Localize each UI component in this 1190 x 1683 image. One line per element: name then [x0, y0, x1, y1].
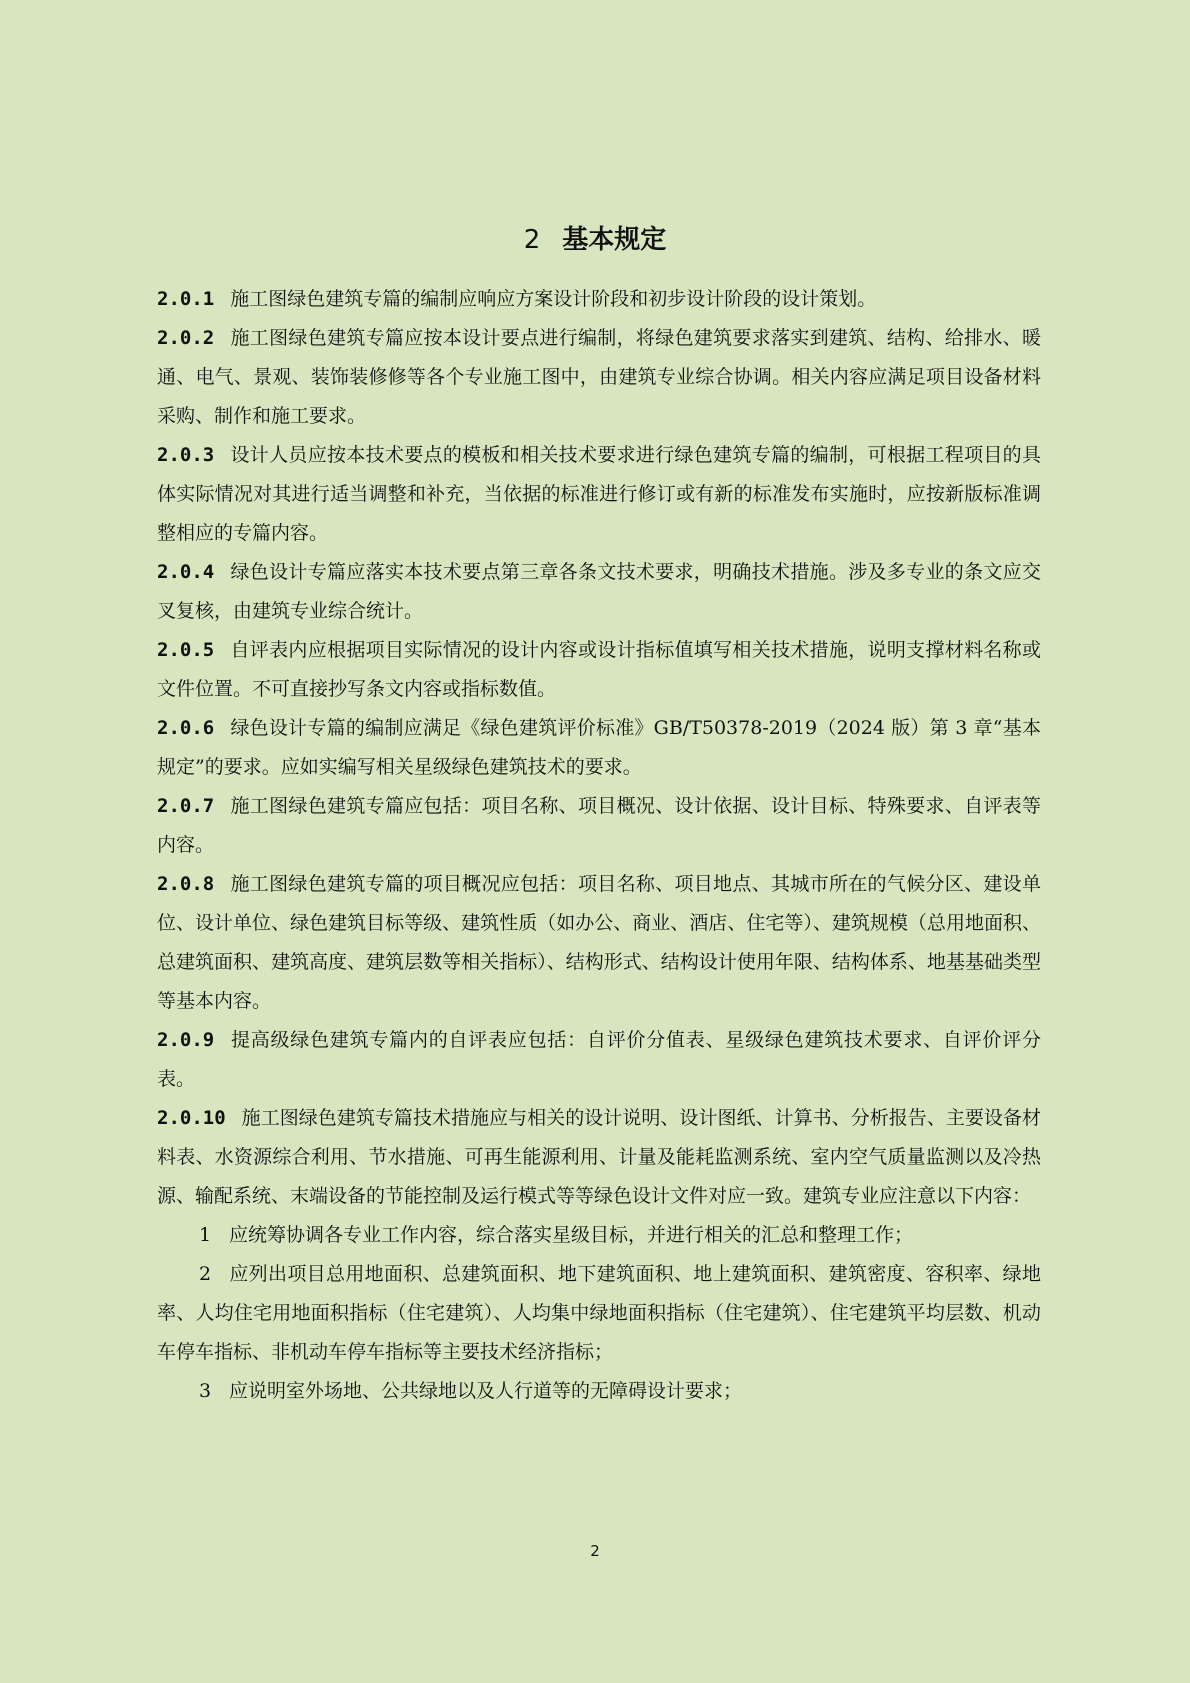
chapter-number: 2	[523, 225, 541, 255]
item-number: 3	[199, 1380, 212, 1402]
clause-2-0-1	[157, 280, 1041, 319]
list-item	[157, 1255, 1041, 1372]
item-text: 应说明室外场地、公共绿地以及人行道等的无障碍设计要求；	[229, 1380, 743, 1402]
clause-number: 2.0.8	[157, 873, 215, 895]
clause-2-0-3	[157, 436, 1041, 553]
item-number: 1	[199, 1224, 212, 1246]
clause-text: 施工图绿色建筑专篇的编制应响应方案设计阶段和初步设计阶段的设计策划。	[230, 288, 877, 310]
clause-2-0-4	[157, 553, 1041, 631]
clause-number: 2.0.6	[157, 717, 215, 739]
clause-2-0-6	[157, 709, 1041, 787]
clause-number: 2.0.9	[157, 1029, 215, 1051]
clause-text: 施工图绿色建筑专篇的项目概况应包括：项目名称、项目地点、其城市所在的气候分区、建设单位、设计单位、绿色建筑目标等级、建筑性质（如办公、商业、酒店、住宅等）、建筑规模（总用地面积、总建筑面积、建筑高度、建筑层数等相关指标）、结构形式、结构设计使用年限、结构体系、地基基础类型等基本内容。	[157, 873, 1041, 1012]
clause-number: 2.0.4	[157, 561, 215, 583]
clause-2-0-8	[157, 865, 1041, 1021]
chapter-title-text: 基本规定	[562, 225, 667, 255]
list-item	[157, 1216, 1041, 1255]
clause-2-0-10	[157, 1099, 1041, 1216]
clause-2-0-5	[157, 631, 1041, 709]
clause-2-0-7	[157, 787, 1041, 865]
clause-2-0-9	[157, 1021, 1041, 1099]
clause-text: 施工图绿色建筑专篇技术措施应与相关的设计说明、设计图纸、计算书、分析报告、主要设备材料表、水资源综合利用、节水措施、可再生能源利用、计量及能耗监测系统、室内空气质量监测以及冷热源、输配系统、末端设备的节能控制及运行模式等等绿色设计文件对应一致。建筑专业应注意以下内容：	[157, 1107, 1041, 1207]
body-text	[157, 280, 1041, 1411]
item-text: 应列出项目总用地面积、总建筑面积、地下建筑面积、地上建筑面积、建筑密度、容积率、绿地率、人均住宅用地面积指标（住宅建筑）、人均集中绿地面积指标（住宅建筑）、住宅建筑平均层数、机动车停车指标、非机动车停车指标等主要技术经济指标；	[157, 1263, 1041, 1363]
list-item	[157, 1372, 1041, 1411]
clause-text: 施工图绿色建筑专篇应包括：项目名称、项目概况、设计依据、设计目标、特殊要求、自评表等内容。	[157, 795, 1041, 856]
clause-text: 提高级绿色建筑专篇内的自评表应包括：自评价分值表、星级绿色建筑技术要求、自评价评分表。	[157, 1029, 1041, 1090]
clause-number: 2.0.2	[157, 327, 215, 349]
clause-number: 2.0.3	[157, 444, 215, 466]
clause-number: 2.0.10	[157, 1107, 226, 1129]
page-number: 2	[590, 1542, 600, 1560]
clause-2-0-2	[157, 319, 1041, 436]
clause-text: 施工图绿色建筑专篇应按本设计要点进行编制，将绿色建筑要求落实到建筑、结构、给排水、暖通、电气、景观、装饰装修修等各个专业施工图中，由建筑专业综合协调。相关内容应满足项目设备材料采购、制作和施工要求。	[157, 327, 1041, 427]
item-number: 2	[199, 1263, 212, 1285]
clause-number: 2.0.7	[157, 795, 215, 817]
chapter-title	[0, 222, 1190, 258]
clause-number: 2.0.5	[157, 639, 215, 661]
clause-text: 绿色设计专篇应落实本技术要点第三章各条文技术要求，明确技术措施。涉及多专业的条文应交叉复核，由建筑专业综合统计。	[157, 561, 1041, 622]
item-text: 应统筹协调各专业工作内容，综合落实星级目标，并进行相关的汇总和整理工作；	[229, 1224, 914, 1246]
clause-text: 绿色设计专篇的编制应满足《绿色建筑评价标准》GB/T50378-2019（2024 版）第 3 章“基本规定”的要求。应如实编写相关星级绿色建筑技术的要求。	[157, 717, 1041, 778]
clause-text: 自评表内应根据项目实际情况的设计内容或设计指标值填写相关技术措施，说明支撑材料名称或文件位置。不可直接抄写条文内容或指标数值。	[157, 639, 1041, 700]
clause-text: 设计人员应按本技术要点的模板和相关技术要求进行绿色建筑专篇的编制，可根据工程项目的具体实际情况对其进行适当调整和补充，当依据的标准进行修订或有新的标准发布实施时，应按新版标准调整相应的专篇内容。	[157, 444, 1041, 544]
clause-number: 2.0.1	[157, 288, 215, 310]
